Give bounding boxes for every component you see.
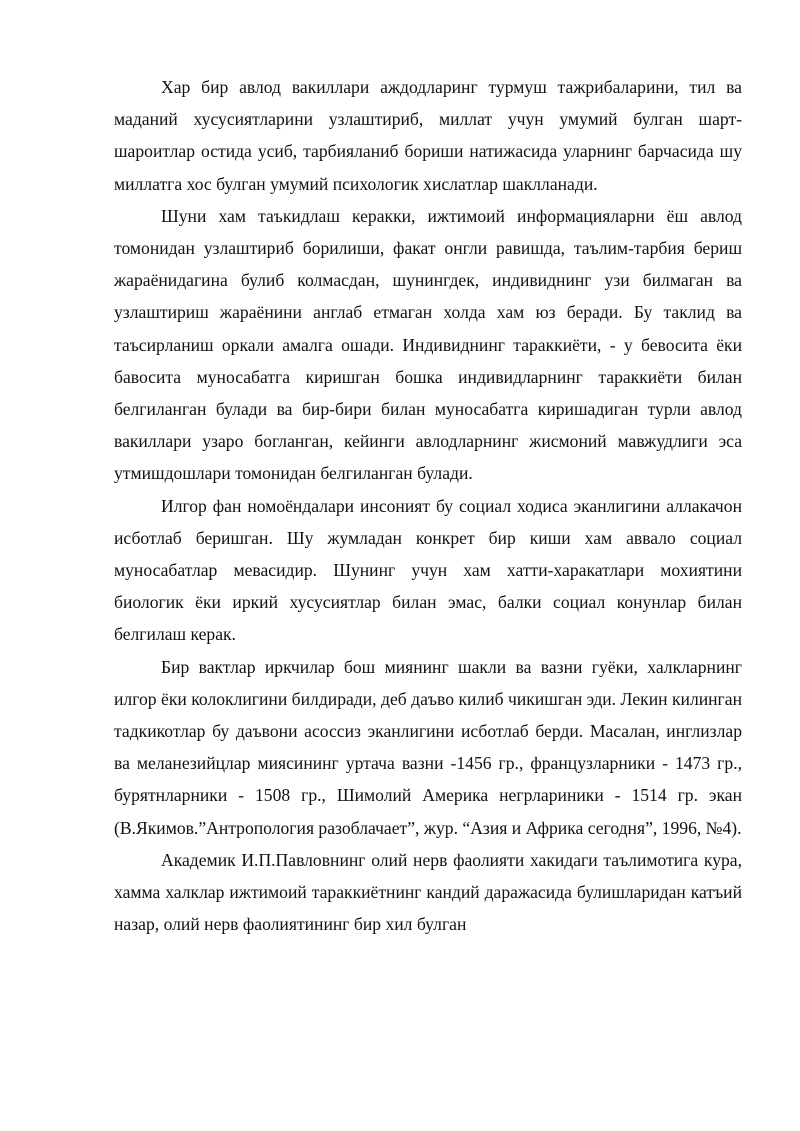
document-page — [114, 71, 742, 940]
paragraph-4: Бир вактлар иркчилар бош миянинг шакли ва вазни гуёки, халкларнинг илгор ёки колоклигини билдиради, деб даъво килиб чикишган эди. Лекин килинган тадкикотлар бу даъвони асоссиз эканлигини исботлаб берди. Масалан, инглизлар ва меланезийцлар миясининг уртача вазни -1456 гр., французларники - 1473 гр., бурятнларники - 1508 гр., Шимолий Америка негрлариники - 1514 гр. экан (В.Якимов.”Антропология разоблачает”, жур. “Азия и Африка сегодня”, 1996, №4). — [114, 656, 742, 838]
paragraph-3: Илгор фан номоёндалари инсоният бу социал ходиса эканлигини аллакачон исботлаб беришган. Шу жумладан конкрет бир киши хам аввало социал муносабатлар мевасидир. Шунинг учун хам хатти-харакатлари мохиятини биологик ёки иркий хусусиятлар билан эмас, балки социал конунлар билан белгилаш керак. — [114, 495, 742, 645]
paragraph-5: Академик И.П.Павловнинг олий нерв фаолияти хакидаги таълимотига кура, хамма халклар ижтимоий тараккиётнинг кандий даражасида булишларидан катъий назар, олий нерв фаолиятининг бир хил булган — [114, 849, 742, 935]
paragraph-2: Шуни хам таъкидлаш керакки, ижтимоий информацияларни ёш авлод томонидан узлаштириб борилиши, факат онгли равишда, таълим-тарбия бериш жараёнидагина булиб колмасдан, шунингдек, индивиднинг узи билмаган ва узлаштириш жараёнини англаб етмаган холда хам юз беради. Бу таклид ва таъсирланиш оркали амалга ошади. Индивиднинг тараккиёти, - у бевосита ёки бавосита муносабатга киришган бошка индивидларнинг тараккиёти билан белгиланган булади ва бир-бири билан муносабатга киришадиган турли авлод вакиллари узаро богланган, кейинги авлодларнинг жисмоний мавжудлиги эса утмишдошлари томонидан белгиланган булади. — [114, 205, 742, 484]
paragraph-1: Хар бир авлод вакиллари аждодларинг турмуш тажрибаларини, тил ва маданий хусусиятларини узлаштириб, миллат учун умумий булган шарт-шароитлар остида усиб, тарбияланиб бориши натижасида уларнинг барчасида шу миллатга хос булган умумий психологик хислатлар шаклланади. — [114, 77, 742, 194]
